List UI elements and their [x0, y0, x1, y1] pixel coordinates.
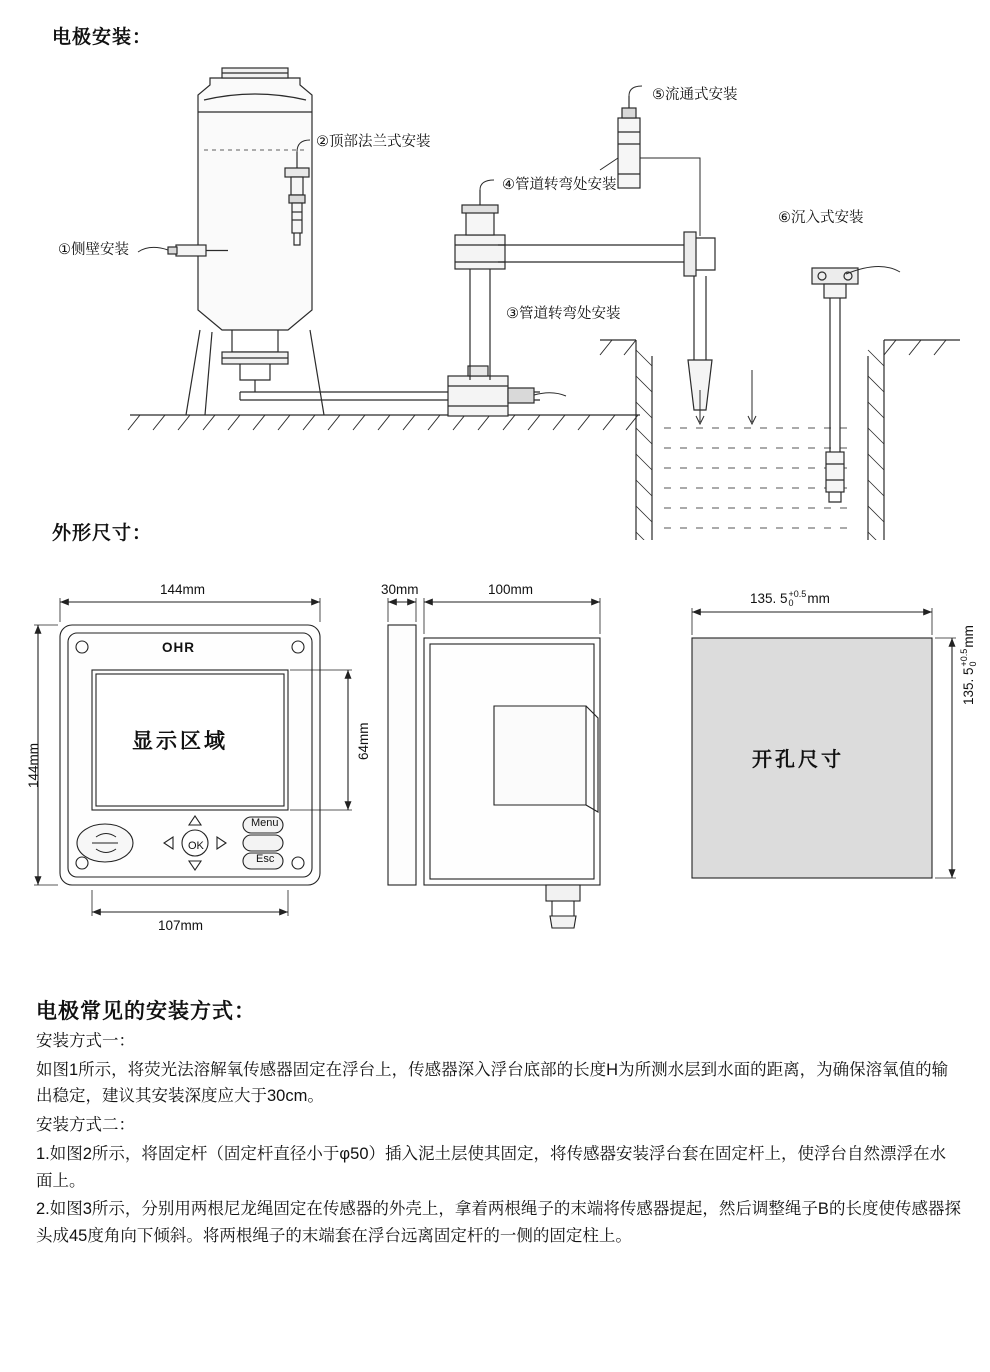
dim-cutout-height — [960, 625, 979, 705]
installation-svg — [0, 40, 990, 540]
dim-side-depth: 100mm — [488, 582, 534, 597]
method-one-title: 安装方式一： — [36, 1032, 135, 1050]
dim-front-bottom-width: 107mm — [158, 918, 204, 933]
common-install-text — [36, 1028, 961, 1252]
dim-cutout-width-value: 135. 5 — [750, 591, 788, 606]
install-label-2: ②顶部法兰式安装 — [316, 134, 431, 150]
dim-cutout-height-value: 135. 5 — [961, 667, 976, 705]
install-label-1: ①侧壁安装 — [58, 242, 129, 258]
install-label-5: ⑤流通式安装 — [652, 87, 738, 103]
install-label-3: ③管道转弯处安装 — [506, 306, 621, 322]
electrode-installation-diagram — [0, 40, 990, 540]
dim-cutout-height-tol-lower: 0 — [968, 661, 979, 667]
section-title-electrode-install: 电极安装： — [52, 27, 153, 48]
method-two-title: 安装方式二： — [36, 1116, 135, 1135]
outline-dimensions-diagram — [0, 560, 990, 980]
dim-cutout-width — [750, 590, 830, 609]
key-menu-label: Menu — [251, 817, 279, 829]
key-esc-label: Esc — [256, 853, 275, 865]
dim-front-height: 144mm — [26, 742, 41, 788]
dim-cutout-width-tol-upper: +0.5 — [788, 589, 807, 599]
section-title-dimensions: 外形尺寸： — [52, 523, 153, 544]
dim-front-width: 144mm — [160, 582, 206, 597]
dim-cutout-height-unit: mm — [961, 625, 976, 648]
dim-cutout-width-unit: mm — [807, 591, 830, 606]
method-two-item-2: 2.如图3所示，分别用两根尼龙绳固定在传感器的外壳上，拿着两根绳子的末端将传感器提起，然后调整绳子B的长度使传感器探头成45度角向下倾斜。将两根绳子的末端套在浮台远离固定杆的一侧的固定柱上。 — [36, 1200, 961, 1246]
brand-logo: OHR — [162, 640, 195, 655]
dim-cutout-height-tol-upper: +0.5 — [959, 648, 969, 667]
cutout-area-label: 开孔尺寸 — [752, 749, 844, 771]
display-area-label: 显示区域 — [132, 730, 228, 753]
method-one-text: 如图1所示，将荧光法溶解氧传感器固定在浮台上，传感器深入浮台底部的长度H为所测水层到水面的距离，为确保溶氧值的输出稳定，建议其安装深度应大于30cm。 — [36, 1060, 949, 1106]
section-title-common-install: 电极常见的安装方式： — [36, 1000, 256, 1023]
dim-screen-height: 64mm — [356, 722, 371, 760]
dim-cutout-width-tol-lower: 0 — [788, 598, 794, 609]
key-ok-label: OK — [188, 840, 204, 852]
dim-side-thickness: 30mm — [381, 582, 419, 597]
install-label-6: ⑥沉入式安装 — [778, 210, 864, 226]
method-two-item-1: 1.如图2所示，将固定杆（固定杆直径小于φ50）插入泥土层使其固定，将传感器安装浮台套在固定杆上，使浮台自然漂浮在水面上。 — [36, 1144, 946, 1190]
install-label-4: ④管道转弯处安装 — [502, 177, 617, 193]
